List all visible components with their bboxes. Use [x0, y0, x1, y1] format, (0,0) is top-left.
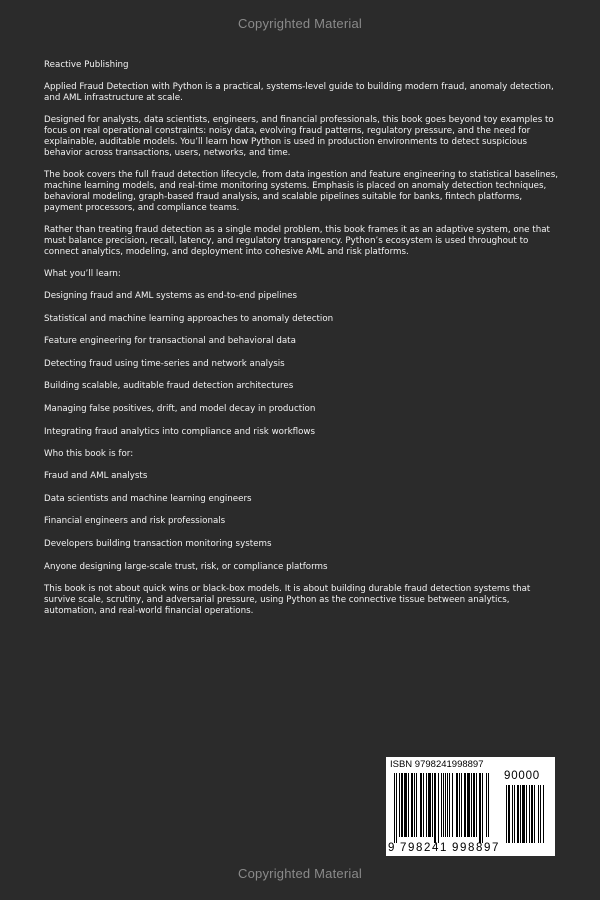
audience-item: Fraud and AML analysts	[44, 471, 148, 482]
barcode-bar	[449, 773, 450, 837]
barcode-bar	[540, 785, 541, 843]
intro-paragraph-3: The book covers the full fraud detection lifecycle, from data ingestion and feature engineering to statistical baselines, machine learning models, and real-time monitoring systems. Emphasis is placed on anomaly detection techniques, behavioral modeling, graph-based fraud analysis, and scalable pipelines suitable for banks, fintech platforms, payment processors, and compliance teams.	[44, 170, 559, 213]
barcode-bar	[538, 785, 539, 843]
barcode-bar	[420, 773, 422, 837]
learn-item: Feature engineering for transactional and behavioral data	[44, 336, 296, 347]
barcode-bar	[467, 773, 470, 837]
audience-item: Anyone designing large-scale trust, risk, or compliance platforms	[44, 561, 328, 572]
barcode-bar	[514, 785, 515, 843]
barcode-bar	[416, 773, 417, 837]
barcode-bar	[452, 773, 453, 837]
barcode-bar	[534, 785, 535, 843]
isbn-label: ISBN 9798241998897	[390, 759, 484, 770]
barcode-bar	[517, 785, 519, 843]
barcode-bar	[423, 773, 424, 837]
barcode-bar	[445, 773, 446, 837]
learn-item: Designing fraud and AML systems as end-to-end pipelines	[44, 291, 298, 301]
learn-item: Detecting fraud using time-series and network analysis	[44, 358, 285, 369]
barcode-bar	[486, 773, 487, 837]
barcode-bar	[414, 773, 415, 837]
barcode-bar	[508, 785, 510, 843]
audience-item: Developers building transaction monitoring systems	[44, 538, 272, 549]
barcode-bar	[461, 773, 462, 837]
barcode-bar	[531, 785, 533, 843]
barcode-bar	[443, 773, 444, 837]
back-cover-text	[44, 60, 560, 628]
watermark-bottom: Copyrighted Material	[238, 866, 362, 881]
barcode-bar	[471, 773, 472, 837]
learn-item: Statistical and machine learning approaches to anomaly detection	[44, 313, 334, 324]
barcode-bar	[456, 773, 458, 837]
barcode-bar	[438, 773, 439, 843]
isbn-barcode	[386, 757, 555, 856]
intro-paragraph-2: Designed for analysts, data scientists, engineers, and financial professionals, this book goes beyond toy examples to focus on real operational constraints: noisy data, evolving fraud patterns, regulatory pressure, and the need for explainable, auditable models. You’ll learn how Python is used in production environments to detect suspicious behavior across transactions, users, networks, and time.	[44, 115, 554, 158]
barcode-digit-group-2: 998897	[452, 842, 500, 854]
barcode-bar	[401, 773, 403, 837]
barcode-bar	[459, 773, 460, 837]
barcode-main-bars	[394, 773, 498, 843]
audience-item: Financial engineers and risk professionals	[44, 516, 226, 527]
price-code: 90000	[504, 770, 540, 782]
barcode-bar	[411, 773, 413, 837]
barcode-bar	[522, 785, 525, 843]
barcode-bar	[479, 773, 481, 843]
learn-item: Building scalable, auditable fraud detection architectures	[44, 381, 294, 392]
learn-item: Integrating fraud analytics into compliance and risk workflows	[44, 426, 316, 437]
intro-paragraph-4: Rather than treating fraud detection as a single model problem, this book frames it as an adaptive system, one that must balance precision, recall, latency, and regulatory transparency. Python’s ecosystem is used throughout to connect analytics, modeling, and deployment into cohesive AML and risk platforms.	[44, 225, 550, 257]
barcode-bar	[428, 773, 431, 837]
barcode-bar	[426, 773, 427, 837]
barcode-bar	[488, 773, 489, 837]
learn-item: Managing false positives, drift, and model decay in production	[44, 403, 316, 414]
barcode-bar	[408, 773, 409, 837]
barcode-digit-group-1: 798241	[400, 842, 448, 854]
publisher-name: Reactive Publishing	[44, 60, 129, 70]
barcode-bar	[447, 773, 448, 837]
barcode-bar	[432, 773, 433, 837]
barcode-bar	[434, 773, 436, 843]
barcode-addon-bars	[506, 785, 549, 843]
audience-item: Data scientists and machine learning engineers	[44, 493, 252, 504]
barcode-bar	[473, 773, 475, 837]
audience-heading: Who this book is for:	[44, 449, 134, 460]
barcode-bar	[529, 785, 530, 843]
barcode-bar	[520, 785, 521, 843]
barcode-bar	[543, 785, 544, 843]
barcode-bar	[441, 773, 442, 837]
barcode-digit-first: 9	[388, 842, 395, 854]
barcode-bar	[404, 773, 407, 837]
intro-paragraph-1: Applied Fraud Detection with Python is a practical, systems-level guide to building modern fraud, anomaly detection, and AML infrastructure at scale.	[44, 82, 554, 103]
barcode-bar	[464, 773, 466, 837]
barcode-bar	[506, 785, 507, 843]
barcode-bar	[512, 785, 513, 843]
barcode-bar	[526, 785, 527, 843]
barcode-bar	[399, 773, 400, 837]
barcode-bar	[476, 773, 477, 837]
closing-paragraph: This book is not about quick wins or black-box models. It is about building durable fraud detection systems that survive scale, scrutiny, and adversarial pressure, using Python as the connective tissue between analytics, automation, and real-world financial operations.	[44, 583, 531, 616]
barcode-bar	[394, 773, 395, 843]
barcode-bar	[482, 773, 483, 843]
watermark-top: Copyrighted Material	[238, 16, 362, 31]
learn-heading: What you’ll learn:	[44, 269, 121, 279]
barcode-bar	[396, 773, 397, 843]
